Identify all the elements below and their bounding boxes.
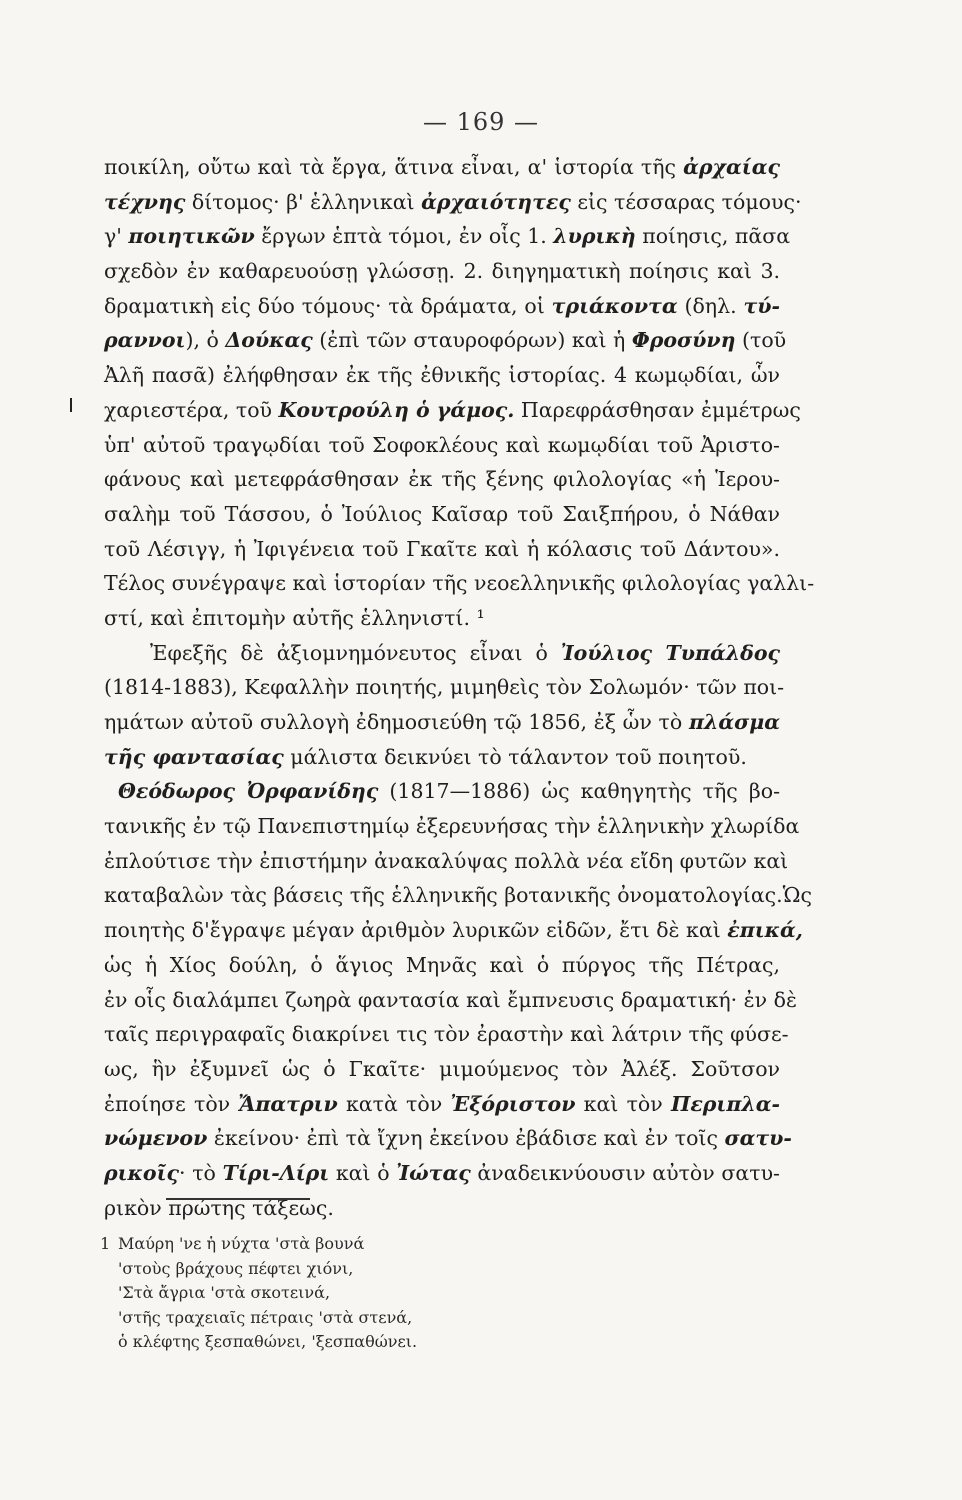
text-run: Παρεφράσθησαν ἐμμέτρως	[514, 397, 801, 422]
text-run: ὑπ' αὐτοῦ τραγῳδίαι τοῦ Σοφοκλέους καὶ κωμῳδίαι τοῦ Ἀριστο-	[104, 432, 780, 457]
emphasis-text: Ἰώτας	[396, 1160, 471, 1185]
text-run: ), ὁ	[185, 328, 226, 353]
text-run: κατὰ τὸν	[337, 1091, 451, 1116]
text-run: (ἐπὶ τῶν σταυροφόρων) καὶ ἡ	[312, 328, 632, 353]
text-run: σχεδὸν ἐν καθαρευούσῃ γλώσσῃ. 2. διηγηματικὴ ποίησις καὶ 3.	[104, 259, 780, 284]
emphasis-text: τύ-	[743, 293, 780, 318]
emphasis-text: Δούκας	[225, 328, 313, 353]
text-run: γ'	[104, 224, 129, 249]
text-line	[104, 185, 802, 220]
footnote	[100, 1232, 600, 1355]
emphasis-text: ποιητικῶν	[128, 224, 255, 249]
text-run: Ἀλῆ πασᾶ) ἐλήφθησαν ἐκ τῆς ἐθνικῆς ἱστορίας. 4 κωμῳδίαι, ὧν	[104, 363, 780, 388]
text-run: μάλιστα δεικνύει τὸ τάλαντον τοῦ ποιητοῦ.	[283, 744, 747, 769]
text-run: χαριεστέρα, τοῦ	[104, 397, 279, 422]
text-run: ἔργων ἑπτὰ τόμοι, ἐν οἷς 1.	[254, 224, 554, 249]
text-run: ως, ἣν ἐξυμνεῖ ὡς ὁ Γκαῖτε· μιμούμενος τὸν Ἀλέξ. Σοῦτσον	[104, 1056, 780, 1081]
emphasis-text: τέχνης	[104, 189, 186, 214]
text-run: Ἐφεξῆς δὲ ἀξιομνημόνευτος εἶναι ὁ	[150, 640, 561, 665]
text-run: ἐν οἷς διαλάμπει ζωηρὰ φαντασία καὶ ἔμπνευσις δραματική· ἐν δὲ	[104, 987, 797, 1012]
text-line	[104, 1017, 789, 1052]
emphasis-text: Περιπλα-	[670, 1091, 780, 1116]
text-line	[104, 670, 785, 705]
text-run: ὡς ἡ Χίος δούλη, ὁ ἅγιος Μηνᾶς καὶ ὁ πύργος τῆς Πέτρας,	[104, 952, 780, 977]
text-run: (τοῦ	[735, 328, 787, 353]
text-line	[104, 844, 789, 879]
emphasis-text: ἀρχαιότητες	[421, 189, 571, 214]
body-text	[104, 150, 815, 1225]
text-line	[104, 1156, 780, 1191]
margin-mark	[70, 398, 72, 412]
text-line	[104, 878, 812, 913]
text-run: δραματικὴ εἰς δύο τόμους· τὰ δράματα, οἱ	[104, 293, 552, 318]
text-run: φάνους καὶ μετεφράσθησαν ἐκ τῆς ξένης φιλολογίας «ἡ Ἱερου-	[104, 467, 780, 492]
emphasis-text: τῆς φαντασίας	[104, 744, 284, 769]
emphasis-text: λυρικὴ	[553, 224, 636, 249]
emphasis-text: Κουτρούλη ὁ γάμος.	[278, 397, 515, 422]
text-line	[104, 566, 815, 601]
text-line	[104, 809, 800, 844]
text-line	[104, 636, 780, 671]
footnote-line	[100, 1306, 600, 1331]
emphasis-text: Φροσύνη	[631, 328, 736, 353]
text-run: ποίησις, πᾶσα	[635, 224, 791, 249]
emphasis-text: ἐπικά,	[727, 918, 803, 943]
footnote-text: 'στῆς τραχειαῖς πέτραις 'στὰ στενά,	[118, 1307, 413, 1327]
footnote-number: 1	[100, 1234, 111, 1253]
text-run: ἐκείνου· ἐπὶ τὰ ἴχνη ἐκείνου ἐβάδισε καὶ ἐν τοῖς	[207, 1126, 725, 1151]
text-line	[104, 254, 780, 289]
text-run: καταβαλὼν τὰς βάσεις τῆς ἑλληνικῆς βοτανικῆς ὀνοματολογίας.Ὡς	[104, 883, 812, 908]
emphasis-text: Ἄπατριν	[238, 1091, 338, 1116]
emphasis-text: ραννοι	[104, 328, 186, 353]
text-line	[104, 983, 797, 1018]
text-line	[104, 358, 780, 393]
text-line	[104, 1052, 780, 1087]
text-line	[104, 1087, 780, 1122]
text-run: τοῦ Λέσιγγ, ἡ Ἰφιγένεια τοῦ Γκαῖτε καὶ ἡ κόλασις τοῦ Δάντου».	[104, 536, 780, 561]
text-line	[104, 913, 803, 948]
emphasis-text: τριάκοντα	[551, 293, 678, 318]
text-line	[104, 740, 780, 775]
text-run: ημάτων αὐτοῦ συλλογὴ ἐδημοσιεύθη τῷ 1856, ἐξ ὧν τὸ	[104, 710, 689, 734]
text-run: ἐποίησε τὸν	[104, 1091, 239, 1116]
emphasis-text: ἀρχαίας	[683, 155, 780, 179]
text-line	[104, 1121, 792, 1156]
text-run: στί, καὶ ἐπιτομὴν αὐτῆς ἑλληνιστί. ¹	[104, 605, 485, 630]
footnote-line	[100, 1281, 600, 1306]
text-run: (1814-1883), Κεφαλλὴν ποιητής, μιμηθεὶς τὸν Σολωμόν· τῶν ποι-	[104, 675, 785, 700]
text-line	[104, 462, 780, 497]
emphasis-text: Τίρι-Λίρι	[222, 1160, 330, 1185]
emphasis-text: Ἰούλιος Τυπάλδος	[560, 640, 780, 665]
text-line	[104, 150, 780, 185]
text-line	[104, 601, 780, 636]
text-run: · τὸ	[179, 1160, 223, 1185]
text-line	[104, 774, 780, 809]
footnote-text: 'στοὺς βράχους πέφτει χιόνι,	[118, 1258, 354, 1278]
footnote-line	[100, 1330, 600, 1355]
text-run: ποικίλη, οὔτω καὶ τὰ ἔργα, ἅτινα εἶναι, α' ἱστορία τῆς	[104, 155, 684, 179]
text-line	[104, 289, 780, 324]
footnote-text: Μαύρη 'νε ἡ νύχτα 'στὰ βουνά	[118, 1234, 365, 1253]
footnote-text: ὁ κλέφτης ξεσπαθώνει, 'ξεσπαθώνει.	[118, 1332, 418, 1351]
page-number: — 169 —	[422, 108, 540, 136]
text-run: εἰς τέσσαρας τόμους·	[570, 189, 802, 214]
emphasis-text: Θεόδωρος Ὀρφανίδης	[118, 779, 379, 804]
text-line	[104, 1191, 780, 1226]
emphasis-text: νώμενον	[104, 1126, 208, 1151]
text-line	[104, 705, 780, 740]
footnote-line	[100, 1257, 600, 1282]
text-line	[104, 428, 780, 463]
text-line	[104, 948, 780, 983]
text-run: ποιητὴς δ'ἔγραψε μέγαν ἀριθμὸν λυρικῶν εἰδῶν, ἔτι δὲ καὶ	[104, 918, 728, 943]
text-line	[104, 323, 787, 358]
text-run: σαλὴμ τοῦ Τάσσου, ὁ Ἰούλιος Καῖσαρ τοῦ Σαιξπήρου, ὁ Νάθαν	[104, 501, 780, 526]
footnote-text: 'Στὰ ἄγρια 'στὰ σκοτεινά,	[118, 1283, 331, 1302]
footnote-rule	[166, 1198, 310, 1200]
text-run: Τέλος συνέγραψε καὶ ἱστορίαν τῆς νεοελληνικῆς φιλολογίας γαλλι-	[104, 571, 815, 596]
text-run: δίτομος· β' ἑλληνικαὶ	[185, 189, 422, 214]
footnote-line	[100, 1232, 600, 1257]
text-run: ρικὸν πρώτης τάξεως.	[104, 1195, 334, 1220]
text-run: ταῖς περιγραφαῖς διακρίνει τις τὸν ἐραστὴν καὶ λάτριν τῆς φύσε-	[104, 1022, 789, 1047]
text-line	[104, 532, 780, 567]
text-line	[104, 497, 780, 532]
text-line	[104, 393, 801, 428]
text-run: ἀναδεικνύουσιν αὐτὸν σατυ-	[470, 1160, 780, 1185]
text-run: ἐπλούτισε τὴν ἐπιστήμην ἀνακαλύψας πολλὰ νέα εἴδη φυτῶν καὶ	[104, 848, 789, 873]
text-run: (δηλ.	[677, 293, 744, 318]
emphasis-text: πλάσμα	[688, 710, 780, 734]
text-run: καὶ τὸν	[575, 1091, 671, 1116]
emphasis-text: σατυ-	[724, 1126, 792, 1151]
emphasis-text: ρικοῖς	[104, 1160, 179, 1185]
text-run: καὶ ὁ	[329, 1160, 397, 1185]
text-run: τανικῆς ἐν τῷ Πανεπιστημίῳ ἐξερευνήσας τὴν ἑλληνικὴν χλωρίδα	[104, 814, 800, 839]
text-run: (1817—1886) ὡς καθηγητὴς τῆς βο-	[378, 779, 781, 804]
emphasis-text: Ἐξόριστον	[450, 1091, 576, 1116]
text-line	[104, 219, 791, 254]
